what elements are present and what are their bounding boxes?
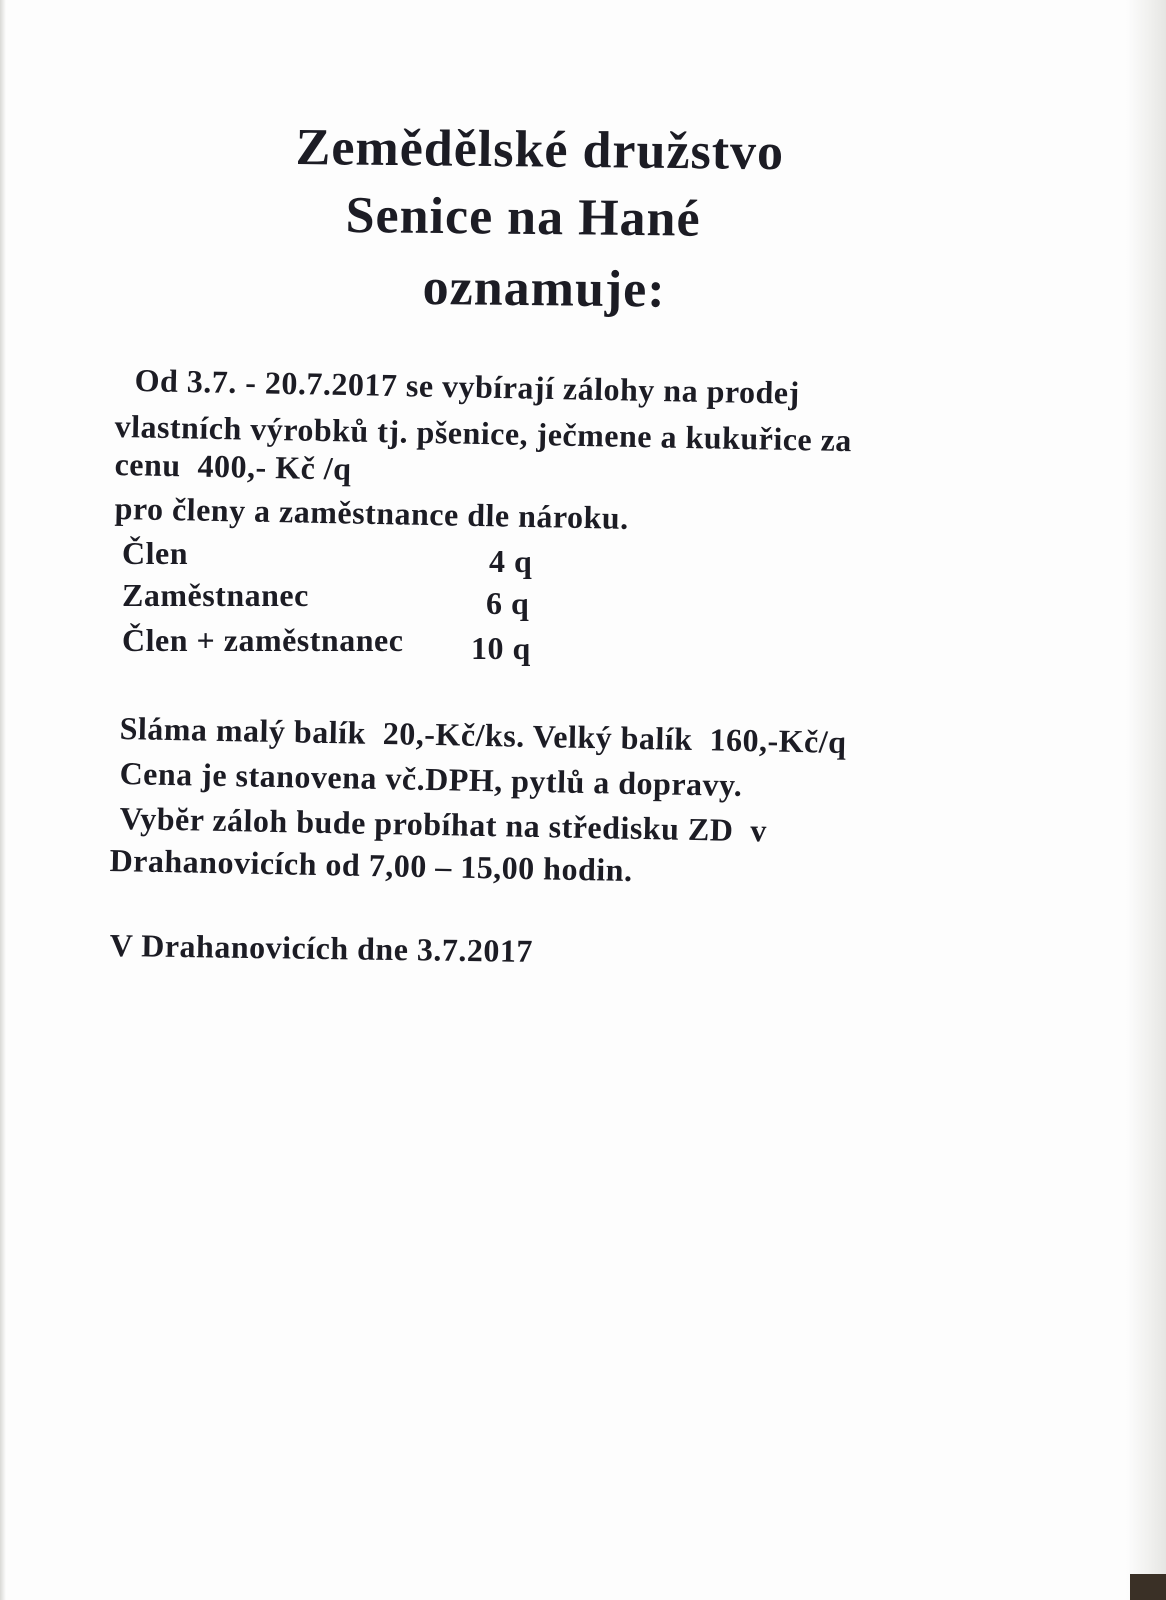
details-line: Sláma malý balík 20,-Kč/ks. Velký balík 160,-Kč/q (119, 710, 847, 760)
details-line: Vybĕr záloh bude probíhat na středisku ZD v (119, 800, 768, 849)
allowance-amount: 10 q (471, 630, 531, 666)
heading-location: Senice na Hané (345, 186, 701, 248)
intro-line: cenu 400,- Kč /q (114, 446, 352, 487)
allowance-label: Zaměstnanec (122, 577, 309, 613)
allowance-label: Člen (122, 535, 188, 571)
details-line: Drahanovicích od 7,00 – 15,00 hodin. (109, 842, 633, 889)
intro-line: Od 3.7. - 20.7.2017 se vybírají zálohy na prodej (134, 362, 801, 411)
heading-announces: oznamuje: (422, 258, 666, 319)
scan-corner-mark (1130, 1574, 1166, 1600)
intro-line: vlastních výrobků tj. pšenice, ječmene a kukuřice za (114, 408, 853, 459)
allowance-label: Člen + zaměstnanec (122, 622, 404, 658)
heading-organization: Zemědělské družstvo (295, 118, 785, 182)
allowance-amount: 6 q (486, 585, 530, 621)
date-line: V Drahanovicích dne 3.7.2017 (109, 927, 534, 969)
page-right-edge (1126, 0, 1166, 1600)
page-left-edge (0, 0, 6, 1600)
intro-line: pro členy a zaměstnance dle nároku. (114, 490, 629, 536)
allowance-amount: 4 q (489, 543, 533, 579)
details-line: Cena je stanovena vč.DPH, pytlů a dopravy. (119, 755, 743, 803)
